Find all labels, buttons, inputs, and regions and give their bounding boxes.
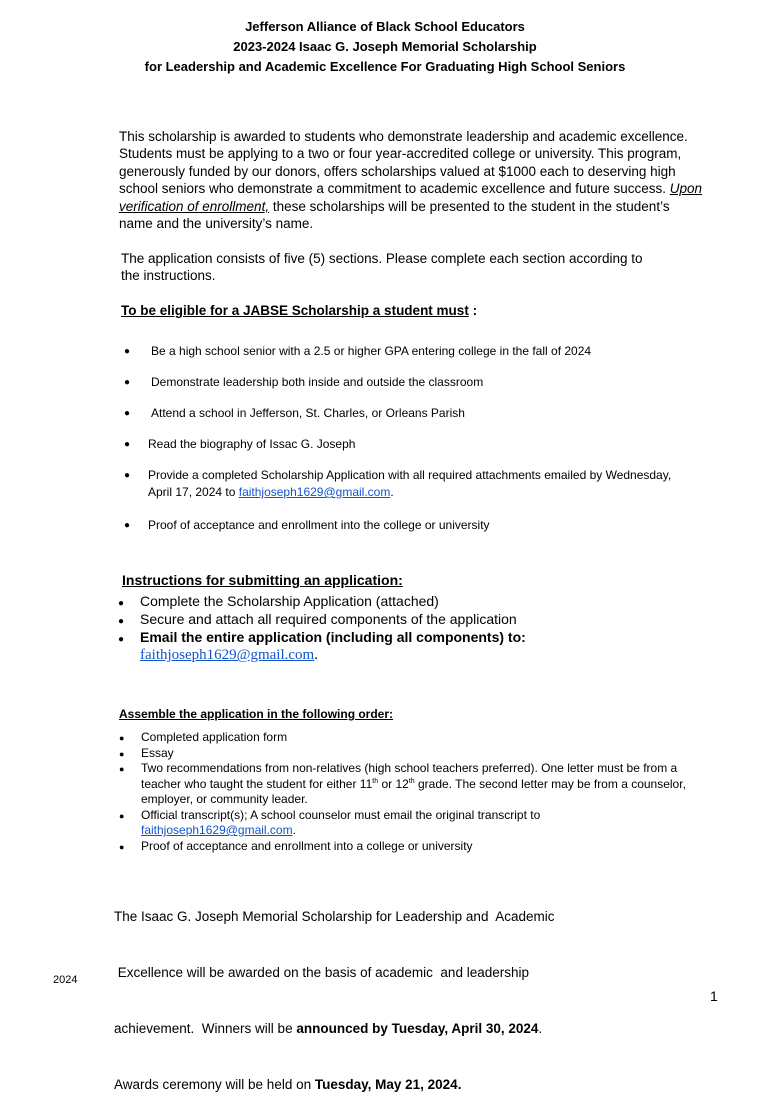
instructions-email-link[interactable]: faithjoseph1629@gmail.com: [140, 647, 315, 664]
intro-line: verification of enrollment, these scholarships will be presented to the student in the student’s: [119, 198, 670, 214]
bullet-icon: ●: [119, 810, 125, 821]
assemble-heading: Assemble the application in the following order:: [119, 707, 394, 721]
bullet-icon: ●: [119, 841, 125, 852]
assemble-item: ● Completed application form: [119, 730, 739, 746]
upon-text: Upon: [669, 181, 703, 197]
instructions-email-row: faithjoseph1629@gmail.com.: [140, 647, 318, 664]
bullet-icon: ●: [118, 615, 125, 627]
instructions-heading: Instructions for submitting an application:: [122, 572, 403, 588]
assemble-item: ● Official transcript(s); A school counselor must email the original transcript to faithjoseph1629@gmail.com.: [119, 807, 541, 837]
eligibility-email-link[interactable]: faithjoseph1629@gmail.com: [238, 485, 391, 499]
doc-title-scholarship: 2023-2024 Isaac G. Joseph Memorial Scholarship: [233, 39, 537, 54]
doc-title-organization: Jefferson Alliance of Black School Educators: [245, 19, 525, 34]
bullet-icon: ●: [119, 748, 125, 759]
bullet-icon: ●: [124, 346, 131, 357]
bullet-icon: ●: [124, 439, 131, 450]
footer-year: 2024: [53, 974, 78, 986]
bullet-icon: ●: [118, 598, 125, 609]
transcript-email-link[interactable]: faithjoseph1629@gmail.com: [141, 823, 293, 837]
closing-paragraph: The Isaac G. Joseph Memorial Scholarship for Leadership and Academic Excellence will be awarded on the basis of academic and leadership achievement. Winners will be announced by Tuesday, April 30, 2024. Awards ceremony will be held on Tuesday, May 21, 2024.: [114, 909, 555, 1092]
instructions-list: [118, 593, 738, 666]
page-number: 1: [710, 988, 718, 1004]
intro-paragraph: [119, 128, 739, 232]
instructions-item: ● Secure and attach all required components of the application: [118, 611, 738, 629]
bullet-icon: ●: [124, 408, 131, 419]
instructions-item: ● Email the entire application (including all components) to:: [118, 629, 738, 647]
assemble-item: ● Two recommendations from non-relatives (high school teachers preferred). One letter must be from a teacher who taught the student for either 11th or 12th grade. The second letter may be from a counselor, employer, or community leader.: [119, 761, 686, 806]
intro-line: school seniors who demonstrate a commitment to academic excellence and future success. Upon: [119, 181, 703, 197]
assemble-list: [119, 730, 739, 854]
bullet-icon: ●: [119, 764, 125, 774]
bullet-icon: ●: [124, 520, 131, 531]
bullet-icon: ●: [124, 377, 131, 388]
verification-text: verification of enrollment,: [119, 198, 270, 214]
intro-line: This scholarship is awarded to students who demonstrate leadership and academic excellence.: [119, 129, 688, 144]
intro-line: name and the university’s name.: [119, 216, 314, 232]
bullet-icon: ●: [124, 470, 131, 481]
assemble-item: ● Essay: [119, 746, 739, 762]
assemble-item: ● Proof of acceptance and enrollment into a college or university: [119, 839, 739, 855]
bullet-icon: ●: [118, 633, 125, 645]
instructions-item: ● Complete the Scholarship Application (attached): [118, 593, 738, 611]
sections-paragraph: The application consists of five (5) sections. Please complete each section according to the instructions.: [121, 251, 643, 284]
bullet-icon: ●: [119, 733, 125, 743]
doc-title-subtitle: for Leadership and Academic Excellence For Graduating High School Seniors: [144, 59, 626, 74]
eligibility-heading: To be eligible for a JABSE Scholarship a student must :: [121, 303, 478, 318]
intro-line: generously funded by our donors, offers scholarships valued at $1000 each to deserving high: [119, 163, 676, 179]
intro-line: Students must be applying to a two or four year-accredited college or university. This program,: [119, 146, 682, 162]
